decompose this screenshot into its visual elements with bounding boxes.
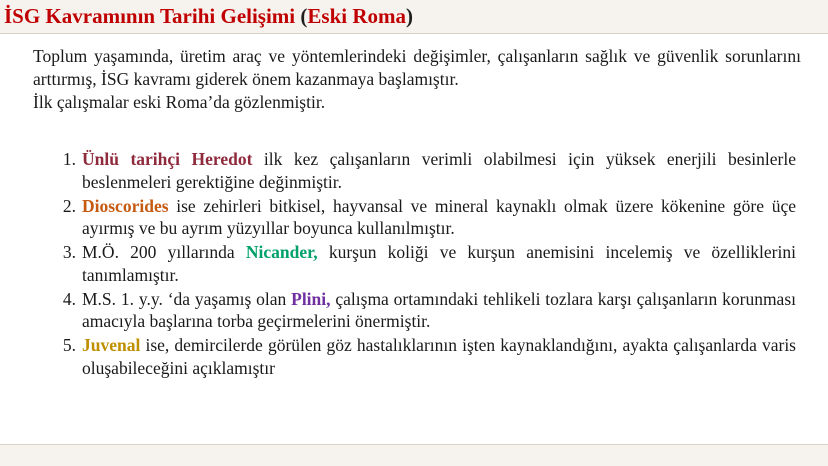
list-item-marker: 1. xyxy=(62,149,76,169)
list-item-marker: 2. xyxy=(62,195,76,216)
page-title-close-paren: ) xyxy=(406,4,413,28)
numbered-list xyxy=(56,148,796,381)
list-item-text: çalışma ortamındaki tehlikeli tozlara karşı çalışanların korunması amacıyla başlarına torba geçirmelerini önermiştir. xyxy=(82,288,796,332)
list-item-text: ilk kez çalışanların verimli olabilmesi için yüksek enerjili besinlerle beslenmeleri gerektiğine değinmiştir. xyxy=(82,149,796,192)
list-item-highlight: Nicander, xyxy=(245,242,318,262)
page-title xyxy=(4,4,413,29)
intro-text: Toplum yaşamında, üretim araç ve yöntemlerindeki değişimler, çalışanların sağlık ve güvenlik sorunlarını arttırmış, İSG kavramı giderek önem kazanmaya başlamıştır. xyxy=(33,46,801,89)
list-item-highlight: Plini, xyxy=(291,288,331,309)
list-item-pretext: M.Ö. 200 yıllarında xyxy=(82,242,246,262)
list-item xyxy=(56,195,796,241)
list-item-highlight: Ünlü tarihçi Heredot xyxy=(82,149,253,169)
list-item xyxy=(56,148,796,194)
intro-paragraph xyxy=(33,45,801,113)
list-item xyxy=(56,334,796,380)
page-title-main: İSG Kavramının Tarihi Gelişimi xyxy=(4,4,301,28)
page-title-subject: Eski Roma xyxy=(307,4,406,28)
bottom-band xyxy=(0,444,828,466)
page-title-open-paren: ( xyxy=(300,4,308,28)
list-item-marker: 4. xyxy=(62,288,76,309)
intro-second-line: İlk çalışmalar eski Roma’da gözlenmiştir. xyxy=(33,91,326,112)
title-band xyxy=(0,0,828,34)
list-item-text: kurşun koliği ve kurşun anemisini incelemiş ve özelliklerini tanımlamıştır. xyxy=(82,242,796,285)
list-item-pretext: M.S. 1. y.y. ‘da yaşamış olan xyxy=(82,288,292,309)
list-item-highlight: Dioscorides xyxy=(82,195,169,216)
list-item-marker: 5. xyxy=(62,335,76,355)
list-item-highlight: Juvenal xyxy=(82,335,141,355)
list-item-text: ise zehirleri bitkisel, hayvansal ve mineral kaynaklı olmak üzere kökenine göre üçe ayırmış ve bu ayrım yüzyıllar boyunca kullanılmıştır. xyxy=(82,195,796,239)
list-item xyxy=(56,241,796,287)
list-item-text: ise, demircilerde görülen göz hastalıklarının işten kaynaklandığını, ayakta çalışanlarda varis oluşabileceğini açıklamıştır xyxy=(82,335,796,378)
list-item xyxy=(56,288,796,334)
list-item-marker: 3. xyxy=(62,242,76,262)
